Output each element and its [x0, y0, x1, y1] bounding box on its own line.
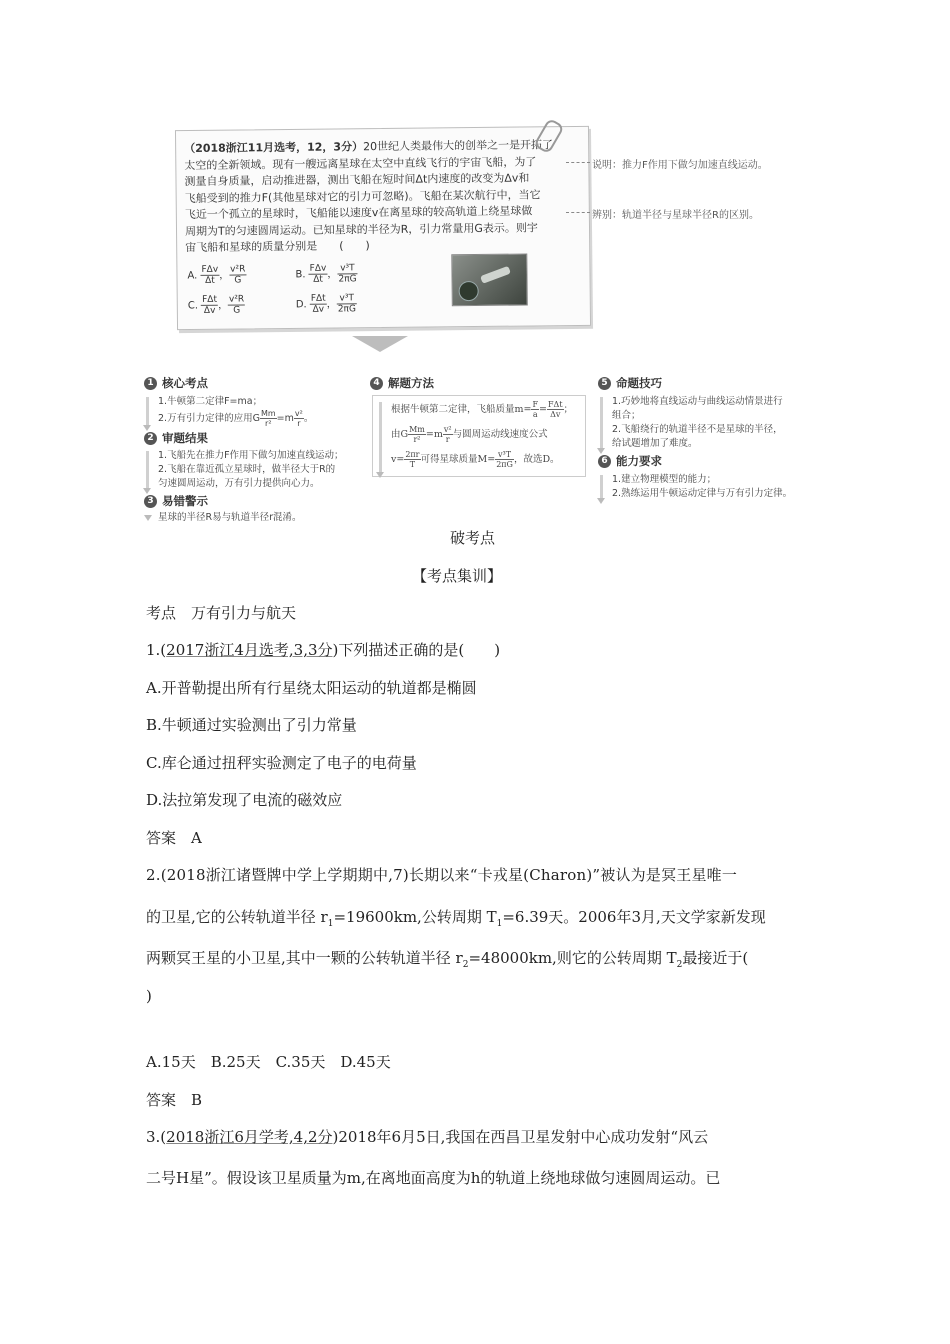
analysis-column-2	[370, 375, 590, 391]
spaceship-icon	[480, 266, 511, 284]
q2-answer: 答案 B	[146, 1091, 203, 1109]
q1-option-a: A.开普勒提出所有行星绕太阳运动的轨道都是椭圆	[146, 679, 477, 697]
section-core-topic: 1 核心考点	[144, 375, 364, 391]
q2-line-4: )	[146, 987, 152, 1005]
q1-option-d: D.法拉第发现了电流的磁效应	[146, 791, 343, 809]
section-ability-requirement: 6 能力要求	[598, 453, 813, 469]
section-solution-method: 4 解题方法	[370, 375, 590, 391]
q3-line-2: 二号H星”。假设该卫星质量为m,在离地面高度为h的轨道上绕地球做匀速圆周运动。已	[146, 1169, 721, 1187]
q1-answer: 答案 A	[146, 829, 202, 847]
figure-option-a: A. $\frac{\text{FΔv}}{\Delta t}$ ， $\frac{\text{v²R}}{G}$	[187, 264, 246, 286]
q1-source: 2017浙江4月选考,3,3分	[166, 641, 333, 659]
planet-icon	[459, 281, 479, 301]
q1-option-c: C.库仑通过扭秤实验测定了电子的电荷量	[146, 754, 417, 772]
analysis-column-3: 5 命题技巧 1.巧妙地将直线运动与曲线运动情景进行 组合； 2.飞船绕行的轨道半径不是星球的半径， 给试题增加了难度。 6 能力要求 1.建立物理模型的能力； 2.熟练运用牛顿运动定律与万有引力定律。	[598, 375, 813, 501]
question-figure-card	[175, 126, 591, 330]
note-2-connector	[566, 212, 590, 213]
figure-option-c: C. $\frac{\text{FΔt}}{\Delta v}$ ， $\frac{\text{v²R}}{G}$	[187, 294, 245, 316]
figure-question-text: （2018浙江11月选考，12，3分）20世纪人类最伟大的创举之一是开拓了 太空的全新领域。现有一艘远离星球在太空中直线飞行的宇宙飞船，为了 测量自身质量，启动推进器，测出飞船在短时间Δt内速度的改变为Δv和 飞船受到的推力F(其他星球对它的引力可忽略)。飞船在某次航行中，当它 飞近一个孤立的星球时，飞船能以速度v在离星球的较高轨道上绕星球做 周期为T的匀速圆周运动。已知星球的半径为R，引力常量用G表示。则宇 宙飞船和星球的质量分别是 ( )	[184, 138, 554, 255]
q2-line-1: 2.(2018浙江诸暨牌中学上学期期中,7)长期以来“卡戎星(Charon)”被认为是冥王星唯一	[146, 866, 738, 884]
q2-line-3: 两颗冥王星的小卫星,其中一颗的公转轨道半径 $r_2=48000km$,则它的公转周期 $T_2$最接近于(	[146, 949, 749, 970]
section-heading: 破考点	[450, 529, 496, 547]
section-subheading: 【考点集训】	[412, 567, 503, 585]
section-question-technique: 5 命题技巧	[598, 375, 813, 391]
q3-line-1: 3.(2018浙江6月学考,4,2分)2018年6月5日,我国在西昌卫星发射中心成功发射“风云	[146, 1128, 709, 1146]
down-arrow-icon	[352, 336, 408, 352]
solution-box: 根据牛顿第二定律，飞船质量m= $\frac{F}{a}$ = $\frac{\text{FΔt}}{\Delta v}$ ； 由G $\frac{Mm}{\text{r²}}$ =m $\frac{\text{v²}}{r}$ 与圆周运动线速度公式 v= $\frac{2\pi r}{T}$ 可得星球质量M= $\frac{\text{v³T}}{2\pi G}$ ，故选D。	[372, 395, 586, 477]
figure-option-d: D. $\frac{\text{FΔt}}{\Delta v}$ ， $\frac{\text{v³T}}{2\pi G}$	[295, 293, 356, 315]
figure-source: （2018浙江11月选考，12，3分）	[184, 140, 364, 156]
q2-line-2: 的卫星,它的公转轨道半径 $r_1=19600km$,公转周期 $T_1=6.39$天。2006年3月,天文学家新发现	[146, 908, 766, 929]
topic-title: 考点 万有引力与航天	[146, 604, 297, 622]
q3-source: 2018浙江6月学考,4,2分	[166, 1128, 333, 1146]
annotation-note-2: 辨别：轨道半径与星球半径R的区别。	[592, 210, 759, 221]
section-error-warning: 3 易错警示	[144, 493, 364, 509]
section-review-result: 2 审题结果	[144, 430, 364, 446]
q1-option-b: B.牛顿通过实验测出了引力常量	[146, 716, 357, 734]
figure-option-b: B. $\frac{\text{FΔv}}{\Delta t}$ ， $\frac{\text{v³T}}{2\pi G}$	[295, 263, 357, 285]
spaceship-planet-image	[451, 253, 528, 306]
annotation-note-1: 说明：推力F作用下做匀加速直线运动。	[592, 160, 768, 171]
analysis-column-1: 1 核心考点 1.牛顿第二定律F=ma； 2.万有引力定律的应用G $\frac{Mm}{\text{r²}}$ =m $\frac{\text{v²}}{r}$ 。 2 审题结果 1.飞船先在推力F作用下做匀加速直线运动； 2.飞船在靠近孤立星球时，做半径大于R的 匀速圆周运动，万有引力提供向心力。 3 易错警示 星球的半径R易与轨道半径r混淆。	[144, 375, 364, 525]
q1-stem: 1.(2017浙江4月选考,3,3分)下列描述正确的是( )	[146, 641, 501, 659]
q2-options: A.15天 B.25天 C.35天 D.45天	[146, 1053, 391, 1071]
note-1-connector	[566, 162, 590, 163]
